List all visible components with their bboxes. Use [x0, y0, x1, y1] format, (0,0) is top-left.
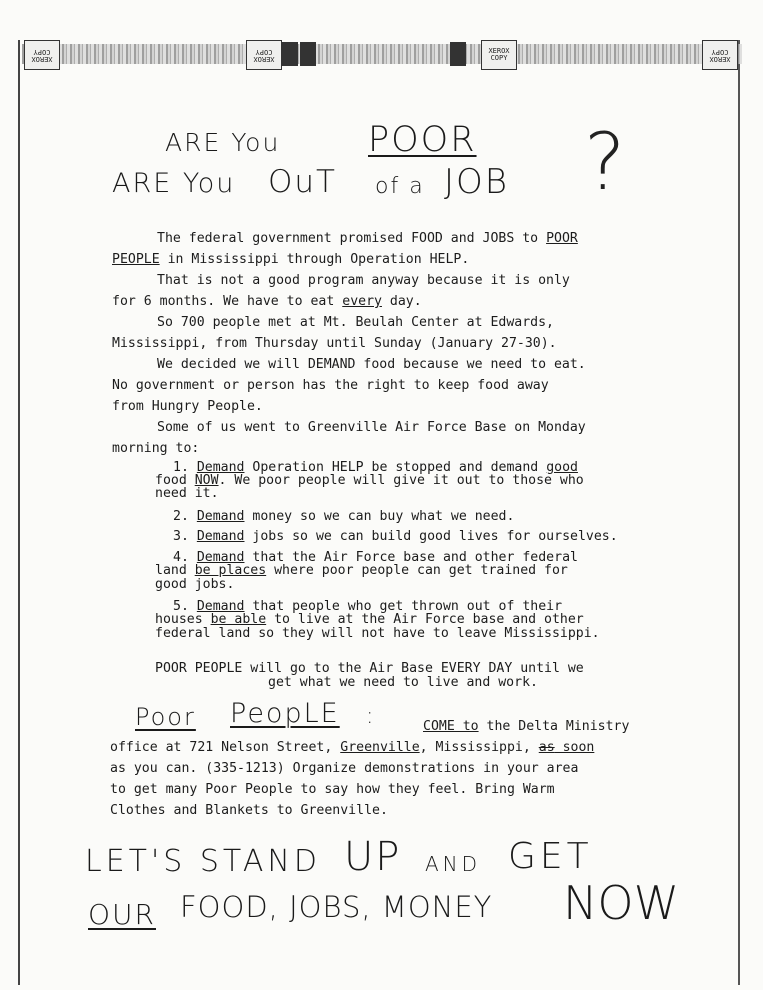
- headline-job: JOB: [444, 162, 510, 202]
- demand-4-cont: good jobs.: [155, 577, 235, 592]
- headline-poor: POOR: [368, 120, 477, 160]
- footer-food-jobs-money: FOOD, JOBS, MONEY: [180, 890, 493, 924]
- headline-out: OuT: [268, 164, 337, 200]
- demand-1-cont: food NOW. We poor people will give it out to those who: [155, 473, 584, 488]
- demand-2: 2. Demand money so we can buy what we need.: [173, 509, 515, 524]
- copy-edge-strip: [22, 44, 742, 64]
- body-line: Mississippi, from Thursday until Sunday (January 27-30).: [112, 336, 557, 351]
- closing-line: POOR PEOPLE will go to the Air Base EVERY DAY until we: [155, 661, 584, 676]
- xerox-stamp: XEROX COPY: [246, 40, 282, 70]
- body-line: Some of us went to Greenville Air Force Base on Monday: [157, 420, 586, 435]
- body-line: So 700 people met at Mt. Beulah Center at Edwards,: [157, 315, 554, 330]
- headline-of-a: of a: [375, 174, 425, 199]
- binder-clip: [300, 42, 316, 66]
- demand-3: 3. Demand jobs so we can build good lives for ourselves.: [173, 529, 618, 544]
- footer-now: NOW: [563, 876, 680, 930]
- body-line: morning to:: [112, 441, 200, 456]
- binder-clip: [282, 42, 298, 66]
- demand-4-cont: land be places where poor people can get trained for: [155, 563, 568, 578]
- xerox-stamp: XEROX COPY: [24, 40, 60, 70]
- demand-1: 1. Demand Operation HELP be stopped and demand good: [173, 460, 578, 475]
- call-line: as you can. (335-1213) Organize demonstrations in your area: [110, 761, 579, 776]
- demand-5-cont: federal land so they will not have to leave Mississippi.: [155, 626, 600, 641]
- binder-clip: [450, 42, 466, 66]
- demand-4: 4. Demand that the Air Force base and other federal: [173, 550, 578, 565]
- demand-5: 5. Demand that people who get thrown out of their: [173, 599, 563, 614]
- body-line: We decided we will DEMAND food because we need to eat.: [157, 357, 586, 372]
- xerox-stamp: XEROX COPY: [481, 40, 517, 70]
- hand-people: PeopLE: [230, 698, 340, 729]
- body-line: No government or person has the right to keep food away: [112, 378, 549, 393]
- closing-line: get what we need to live and work.: [268, 675, 538, 690]
- body-line: from Hungry People.: [112, 399, 263, 414]
- call-line: to get many Poor People to say how they feel. Bring Warm: [110, 782, 555, 797]
- body-line: PEOPLE in Mississippi through Operation HELP.: [112, 252, 470, 267]
- question-mark: ?: [584, 118, 626, 208]
- xerox-stamp: XEROX COPY: [702, 40, 738, 70]
- body-line: for 6 months. We have to eat every day.: [112, 294, 422, 309]
- call-line: office at 721 Nelson Street, Greenville, Mississippi, as soon: [110, 740, 595, 755]
- body-line: That is not a good program anyway because it is only: [157, 273, 570, 288]
- headline-line2-a: ARE You: [112, 168, 236, 199]
- hand-poor: Poor: [135, 703, 196, 731]
- headline-line1-a: ARE You: [165, 128, 281, 157]
- call-line: COME to the Delta Ministry: [423, 719, 630, 734]
- demand-5-cont: houses be able to live at the Air Force base and other: [155, 612, 584, 627]
- footer-our: OUR: [88, 898, 156, 931]
- footer-lets-stand: LET'S STAND: [85, 844, 321, 879]
- demand-1-cont: need it.: [155, 486, 219, 501]
- footer-get: GET: [508, 836, 593, 877]
- call-line: Clothes and Blankets to Greenville.: [110, 803, 388, 818]
- footer-and: AND: [425, 852, 482, 876]
- footer-up: UP: [344, 834, 402, 880]
- body-line: The federal government promised FOOD and JOBS to POOR: [157, 231, 578, 246]
- hand-colon: :: [366, 704, 376, 729]
